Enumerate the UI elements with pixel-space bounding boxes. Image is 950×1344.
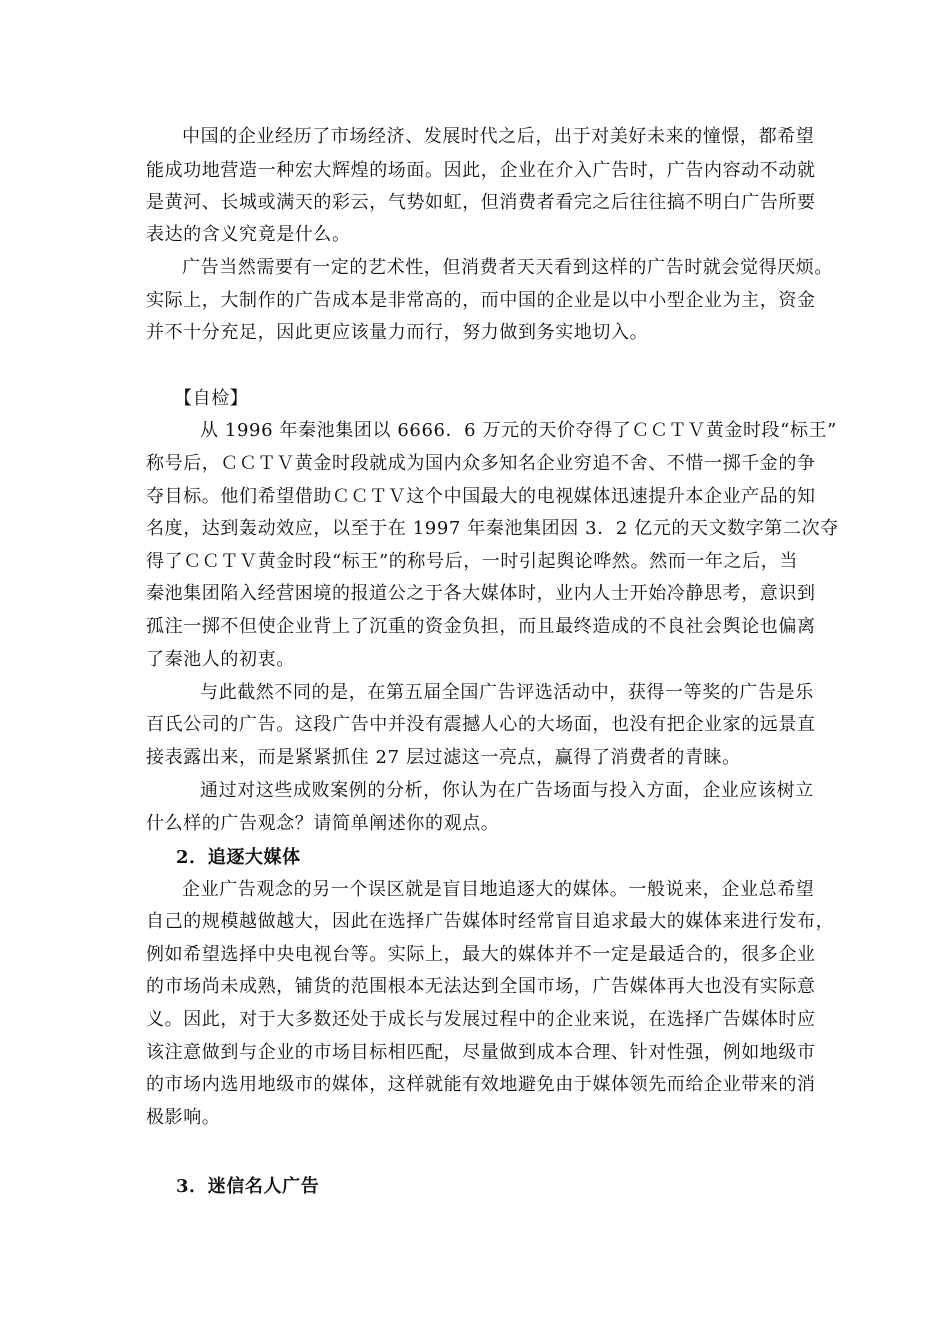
text-line: 称号后，ＣＣＴＶ黄金时段就成为国内众多知名企业穷追不舍、不惜一掷千金的争: [146, 453, 816, 474]
text-line: 名度，达到轰动效应，以至于在 1997 年秦池集团因 3．2 亿元的天文数字第二次夺: [146, 518, 839, 539]
text-line: 企业广告观念的另一个误区就是盲目地追逐大的媒体。一般说来，企业总希望: [182, 879, 815, 900]
text-line: 表达的含义究竟是什么。: [146, 224, 351, 245]
text-line: 例如希望选择中央电视台等。实际上，最大的媒体并不一定是最适合的，很多企业: [146, 944, 816, 965]
text-line: 极影响。: [146, 1107, 221, 1128]
text-line: 什么样的广告观念？请简单阐述你的观点。: [146, 813, 500, 834]
text-line: 得了ＣＣＴＶ黄金时段“标王”的称号后，一时引起舆论哗然。然而一年之后，当: [146, 551, 799, 572]
text-line: 百氏公司的广告。这段广告中并没有震撼人心的大场面，也没有把企业家的远景直: [146, 714, 816, 735]
text-line: 夺目标。他们希望借助ＣＣＴＶ这个中国最大的电视媒体迅速提升本企业产品的知: [146, 486, 816, 507]
text-line: 的市场尚未成熟，铺货的范围根本无法达到全国市场，广告媒体再大也没有实际意: [146, 976, 816, 997]
text-line: 广告当然需要有一定的艺术性，但消费者天天看到这样的广告时就会觉得厌烦。: [182, 257, 833, 278]
self-check-heading: 【自检】: [174, 388, 249, 409]
text-line: 与此截然不同的是，在第五届全国广告评选活动中，获得一等奖的广告是乐: [200, 682, 814, 703]
text-line: 中国的企业经历了市场经济、发展时代之后，出于对美好未来的憧憬，都希望: [182, 126, 815, 147]
text-line: 能成功地营造一种宏大辉煌的场面。因此，企业在介入广告时，广告内容动不动就: [146, 160, 816, 181]
text-line: 是黄河、长城或满天的彩云，气势如虹，但消费者看完之后往往搞不明白广告所要: [146, 192, 816, 213]
text-line: 通过对这些成败案例的分析，你认为在广告场面与投入方面，企业应该树立: [200, 780, 814, 801]
text-line: 孤注一掷不但使企业背上了沉重的资金负担，而且最终造成的不良社会舆论也偏离: [146, 616, 816, 637]
text-line: 从 1996 年秦池集团以 6666．6 万元的天价夺得了ＣＣＴＶ黄金时段“标王”: [200, 420, 837, 441]
text-line: 了秦池人的初衷。: [146, 649, 295, 670]
section-heading: 2．追逐大媒体: [176, 847, 301, 868]
text-line: 的市场内选用地级市的媒体，这样就能有效地避免由于媒体领先而给企业带来的消: [146, 1074, 816, 1095]
text-line: 实际上，大制作的广告成本是非常高的，而中国的企业是以中小型企业为主，资金: [146, 290, 816, 311]
text-line: 该注意做到与企业的市场目标相匹配，尽量做到成本合理、针对性强，例如地级市: [146, 1042, 816, 1063]
text-line: 义。因此，对于大多数还处于成长与发展过程中的企业来说，在选择广告媒体时应: [146, 1009, 816, 1030]
section-heading: 3．迷信名人广告: [176, 1176, 320, 1197]
text-line: 秦池集团陷入经营困境的报道公之于各大媒体时，业内人士开始冷静思考，意识到: [146, 583, 816, 604]
text-line: 并不十分充足，因此更应该量力而行，努力做到务实地切入。: [146, 322, 649, 343]
text-line: 自己的规模越做越大，因此在选择广告媒体时经常盲目追求最大的媒体来进行发布，: [146, 911, 835, 932]
text-line: 接表露出来，而是紧紧抓住 27 层过滤这一亮点，赢得了消费者的青睐。: [146, 747, 741, 768]
